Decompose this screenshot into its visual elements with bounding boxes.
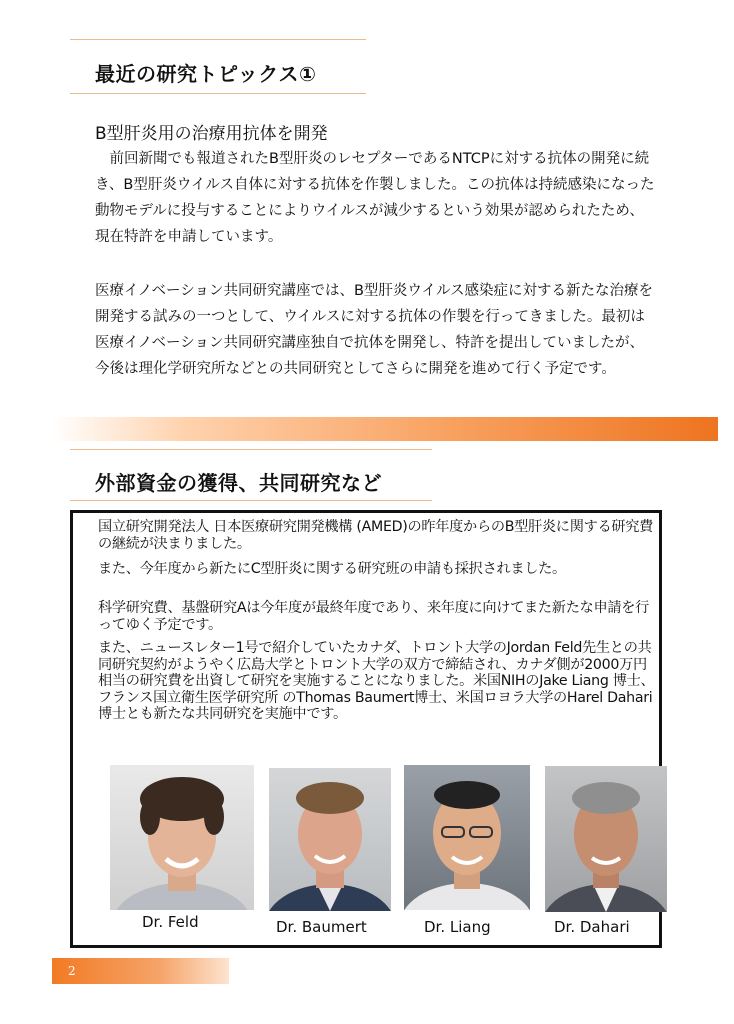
section1-title: 最近の研究トピックス① [95, 62, 317, 86]
caption-dr-baumert: Dr. Baumert [276, 918, 367, 936]
portrait-dahari-icon [545, 766, 667, 912]
section2-paragraph-3: 科学研究費、基盤研究Aは今年度が最終年度であり、来年度に向けてまた新たな申請を行ってゆく予定です。 [98, 600, 650, 633]
orange-divider-banner [52, 417, 718, 441]
section1-bottom-rule [70, 93, 366, 94]
section2-paragraph-4: また、ニュースレター1号で紹介していたカナダ、トロント大学のJordan Feld先生との共同研究契約がようやく広島大学とトロント大学の双方で締結され、カナダ側が2000万円相当の研究費を出資して研究を実施することになりました。米国NIHのJake Liang 博士、フランス国立衛生医学研究所 のThomas Baumert博士、米国ロヨラ大学のHarel Dahari博士とも新たな共同研究を実施中です。 [98, 640, 655, 722]
section2-paragraph-1: 国立研究開発法人 日本医療研究開発機構 (AMED)の昨年度からのB型肝炎に関する研究費の継続が決まりました。 [98, 519, 654, 552]
page-number: 2 [68, 964, 76, 978]
portrait-feld-icon [110, 765, 254, 910]
portrait-baumert-icon [269, 768, 391, 911]
section1-top-rule [70, 39, 366, 40]
photo-dr-feld [110, 765, 254, 910]
caption-dr-feld: Dr. Feld [142, 913, 199, 931]
section1-subtitle: B型肝炎用の治療用抗体を開発 [95, 124, 328, 144]
photo-dr-dahari [545, 766, 667, 912]
section1-paragraph-1: 前回新聞でも報道されたB型肝炎のレセプターであるNTCPに対する抗体の開発に続き、B型肝炎ウイルス自体に対する抗体を作製しました。この抗体は持続感染になった動物モデルに投与することによりウイルスが減少するという効果が認められたため、現在特許を申請しています。 [95, 151, 655, 245]
page-number-tab [52, 958, 229, 984]
portrait-liang-icon [404, 765, 530, 910]
section2-bottom-rule [70, 500, 432, 501]
section1-paragraph-2: 医療イノベーション共同研究講座では、B型肝炎ウイルス感染症に対する新たな治療を開発する試みの一つとして、ウイルスに対する抗体の作製を行ってきました。最初は医療イノベーション共同研究講座独自で抗体を開発し、特許を提出していましたが、今後は理化学研究所などとの共同研究としてさらに開発を進めて行く予定です。 [95, 283, 654, 377]
section2-top-rule [70, 449, 432, 450]
caption-dr-dahari: Dr. Dahari [554, 918, 630, 936]
photo-dr-baumert [269, 768, 391, 911]
section2-title: 外部資金の獲得、共同研究など [95, 471, 382, 495]
photo-dr-liang [404, 765, 530, 910]
caption-dr-liang: Dr. Liang [424, 918, 491, 936]
section2-paragraph-2: また、今年度から新たにC型肝炎に関する研究班の申請も採択されました。 [98, 561, 566, 577]
